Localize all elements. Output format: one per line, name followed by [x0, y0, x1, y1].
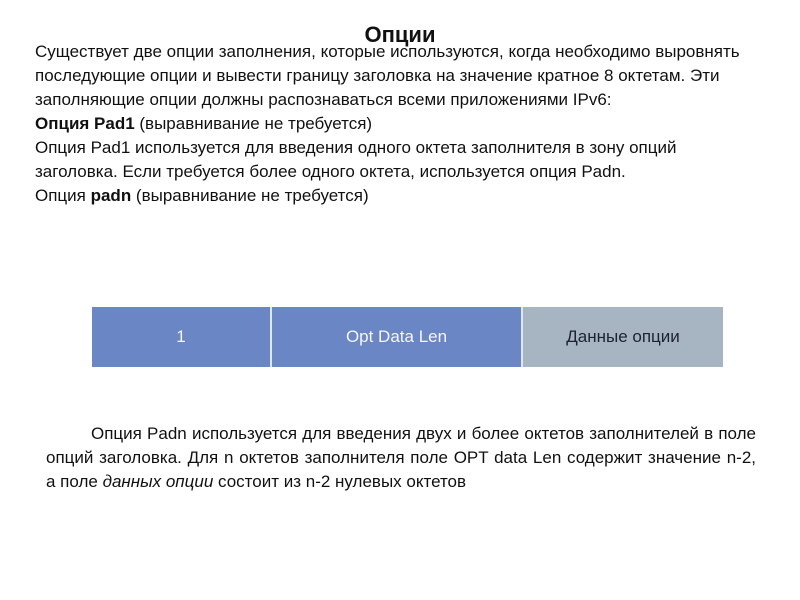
padn-option-diagram [92, 307, 723, 367]
option-type-field: 1 [92, 307, 272, 367]
padn-description-part1: Опция Padn используется для введения двух и более октетов заполнителей в поле опций заголовка. Для n октетов заполнителя поле OPT data Len содержит значение n-2, а поле [46, 424, 756, 491]
padn-description-italic: данных опции [102, 472, 214, 491]
padn-description [46, 422, 756, 494]
padn-heading-prefix: Опция [35, 186, 91, 205]
padn-heading-bold: padn [90, 186, 132, 205]
slide-title: Опции [364, 22, 436, 47]
pad1-heading [35, 112, 755, 136]
pad1-heading-bold: Опция Pad1 [35, 114, 135, 133]
intro-block [35, 40, 755, 208]
pad1-heading-rest: (выравнивание не требуется) [134, 114, 373, 133]
padn-description-part2: состоит из n-2 нулевых октетов [213, 472, 467, 491]
intro-paragraph: Существует две опции заполнения, которые используются, когда необходимо выровнять последующие опции и вывести границу заголовка на значение кратное 8 октетам. Эти заполняющие опции должны распознаваться всеми приложениями IPv6: [35, 42, 740, 109]
option-data-field: Данные опции [523, 307, 723, 367]
opt-data-len-field: Opt Data Len [272, 307, 523, 367]
padn-heading-rest: (выравнивание не требуется) [131, 186, 369, 205]
padn-heading [35, 184, 755, 208]
pad1-description: Опция Pad1 используется для введения одного октета заполнителя в зону опций заголовка. Если требуется более одного октета, используется опция Padn. [35, 138, 677, 181]
